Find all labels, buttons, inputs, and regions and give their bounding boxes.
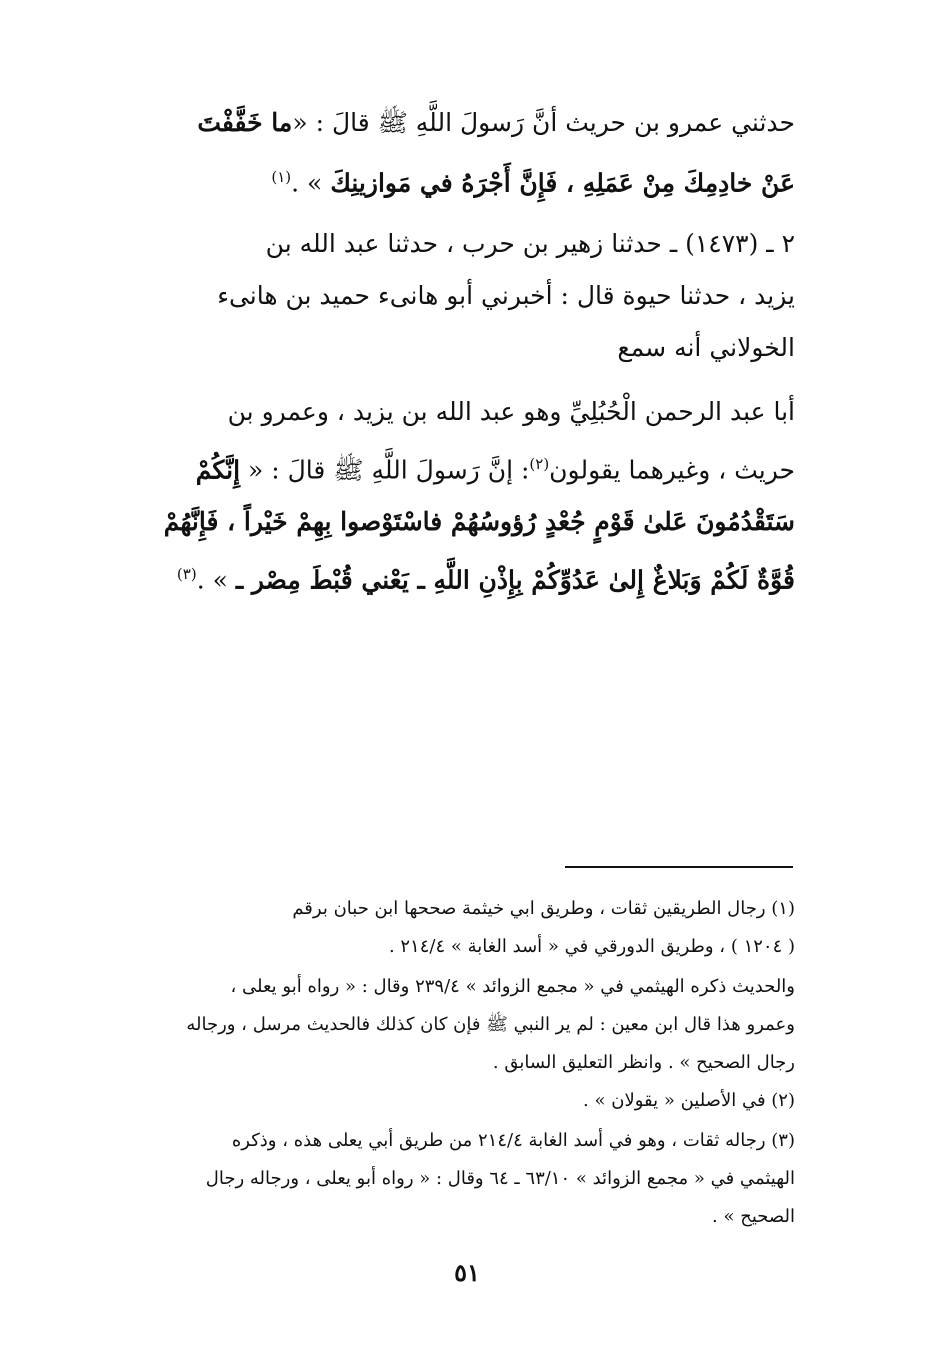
narration-text: حريث ، وغيرهما يقولون [549, 455, 795, 485]
footnote-ref: (٢) [529, 455, 550, 473]
footnote-ref: (١) [271, 168, 292, 186]
footnote-ref: (٣) [176, 565, 197, 584]
footnote-separator [565, 866, 793, 868]
text-line [105, 548, 795, 606]
text-line: ٢ ـ (١٤٧٣) ـ حدثنا زهير بن حرب ، حدثنا عبد الله بن [265, 229, 795, 258]
text-line [105, 150, 795, 210]
text-line [105, 438, 795, 496]
footnote-line: والحديث ذكره الهيثمي في « مجمع الزوائد » ٢٣٩/٤ وقال : « رواه أبو يعلى ، [230, 976, 795, 997]
hadith-paragraph-1 [105, 96, 795, 210]
footnotes [105, 890, 795, 1236]
page-number: ٥١ [454, 1258, 480, 1287]
hadith-paragraph-2 [105, 386, 795, 607]
text-line: سَتَقْدُمُونَ عَلىٰ قَوْمٍ جُعْدٍ رُؤوسُهُمْ فاسْتَوْصوا بِهِمْ خَيْراً ، فَإِنَّهُمْ [163, 507, 795, 537]
footnote-line: وعمرو هذا قال ابن معين : لم ير النبي ﷺ فإن كان كذلك فالحديث مرسل ، ورجاله [186, 1014, 795, 1035]
narration-text: : إنَّ رَسولَ اللَّهِ ﷺ قالَ : « [248, 455, 530, 485]
footnote-line: (١) رجال الطريقين ثقات ، وطريق ابي خيثمة صححها ابن حبان برقم [292, 898, 795, 919]
hadith-text: ما خَفَّفْتَ [197, 108, 293, 137]
text-line: الخولاني أنه سمع [617, 333, 795, 362]
text-line: أبا عبد الرحمن الْحُبُلِيِّ وهو عبد الله بن يزيد ، وعمرو بن [227, 397, 795, 426]
text-line [105, 96, 795, 150]
hadith-text: إِنَّكُمْ [195, 455, 241, 485]
hadith-text: قُوَّةٌ لَكُمْ وَبَلاغٌ إِلىٰ عَدُوِّكُمْ بِإِذْنِ اللَّهِ ـ يَعْني قُبْطَ مِصْر ـ [235, 565, 795, 595]
footnote-line: الصحيح » . [712, 1206, 795, 1227]
narration-text: حدثني عمرو بن حريث أنَّ رَسولَ اللَّهِ ﷺ قالَ : « [292, 108, 795, 137]
footnote-line: (٢) في الأصلين « يقولان » . [583, 1090, 795, 1111]
isnad-paragraph [105, 218, 795, 374]
closing-quote: » . [196, 565, 228, 595]
hadith-text: عَنْ خادِمِكَ مِنْ عَمَلِهِ ، فَإِنَّ أَجْرَهُ في مَوازينِكَ [330, 168, 795, 198]
closing-quote: » . [291, 168, 323, 198]
footnote-line: (٣) رجاله ثقات ، وهو في أسد الغابة ٢١٤/٤ من طريق أبي يعلى هذه ، وذكره [231, 1130, 795, 1151]
footnote-line: الهيثمي في « مجمع الزوائد » ٦٣/١٠ ـ ٦٤ وقال : « رواه أبو يعلى ، ورجاله رجال [205, 1168, 795, 1189]
footnote-line: ( ١٢٠٤ ) ، وطريق الدورقي في « أسد الغابة » ٢١٤/٤ . [388, 936, 795, 957]
footnote-line: رجال الصحيح » . وانظر التعليق السابق . [492, 1052, 795, 1073]
text-line: يزيد ، حدثنا حيوة قال : أخبرني أبو هانىء حميد بن هانىء [217, 281, 795, 310]
